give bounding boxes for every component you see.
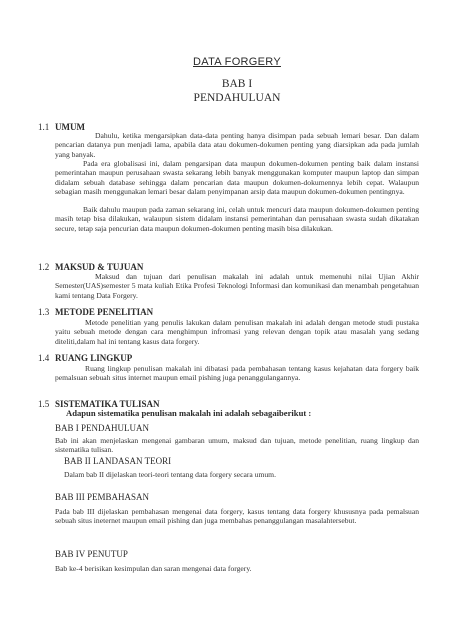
- bab-2-title: BAB II LANDASAN TEORI: [64, 456, 172, 466]
- paragraph: Ruang lingkup penulisan makalah ini dibatasi pada pembahasan tentang kasus kejahatan data forgery baik pemalsuan sebuah situs internet maupun email pishing juga penanggulangannya.: [55, 364, 419, 383]
- section-title: SISTEMATIKA TULISAN: [55, 399, 160, 409]
- chapter-number: BAB I: [221, 78, 253, 90]
- paragraph: Metode penelitian yang penulis lakukan dalam penulisan makalah ini adalah dengan metode studi pustaka yaitu sebuah metode dengan cara menghimpun infromasi yang relevan dengan topik atau masalah yang sedang diteliti,dalam hal ini tentang kasus data forgery.: [55, 318, 419, 346]
- section-number: 1.3: [38, 307, 50, 317]
- sistematika-intro: Adapun sistematika penulisan makalah ini adalah sebagaiberikut :: [66, 408, 312, 418]
- section-heading-1-3: [38, 307, 153, 317]
- bab-4-text: Bab ke-4 berisikan kesimpulan dan saran mengenai data forgery.: [55, 564, 252, 573]
- paragraph: Maksud dan tujuan dari penulisan makalah ini adalah untuk memenuhi nilai Ujian Akhir Semester(UAS)semester 5 mata kuliah Etika Profesi Teknologi Informasi dan komunikasi dan menambah pengetahuan kami tentang Data Forgery.: [55, 272, 419, 300]
- document-title: DATA FORGERY: [193, 56, 281, 68]
- section-title: UMUM: [55, 122, 85, 132]
- bab-1-title: BAB I PENDAHULUAN: [55, 423, 149, 433]
- paragraph: Baik dahulu maupun pada zaman sekarang ini, celah untuk mencuri data maupun dokumen-dokumen penting masih tetap bisa dilakukan, walaupun sistem didalam instansi pemerintahan dan perusahaan swasta sudah dikatakan secure, tetap saja pencurian data maupun dokumen-dokumen penting masih bisa dilakukan.: [55, 205, 419, 233]
- section-number: 1.5: [38, 399, 50, 409]
- section-number: 1.4: [38, 353, 50, 363]
- chapter-title: PENDAHULUAN: [193, 92, 281, 104]
- bab-3-title: BAB III PEMBAHASAN: [55, 492, 150, 502]
- section-heading-1-2: [38, 262, 143, 272]
- section-title: METODE PENELITIAN: [55, 307, 154, 317]
- bab-2-text: Dalam bab II dijelaskan teori-teori tentang data forgery secara umum.: [64, 470, 276, 479]
- section-heading-1-4: [38, 353, 132, 363]
- bab-3-text: Pada bab III dijelaskan pembahasan mengenai data forgery, kasus tentang data forgery khususnya pada pemalsuan sebuah situs ineternet maupun email pishing dan juga membahas penanggulangan masalahtersebut.: [55, 507, 419, 526]
- paragraph: Pada era globalisasi ini, dalam pengarsipan data maupun dokumen-dokumen penting baik dalam instansi pemerintahan maupun perusahaan swasta sekarang lebih banyak menggunakan komputer maupun laptop dan simpan didalam sebuah database sehingga dalam pencarian data maupun dokumen-dokumennya lebih cepat. Walaupun sebagian masih menggunakan lemari besar dalam penyimpanan arsip data maupun dokumen-dokumen pentingnya.: [55, 159, 419, 197]
- section-number: 1.1: [38, 122, 50, 132]
- paragraph: Dahulu, ketika mengarsipkan data-data penting hanya disimpan pada sebuah lemari besar. Dan dalam pencarian datanya pun menjadi lama, apabila data atau dokumen-dokumen penting yang diarsipkan ada pada jumlah yang banyak.: [55, 131, 419, 159]
- section-title: MAKSUD & TUJUAN: [55, 262, 144, 272]
- section-title: RUANG LINGKUP: [55, 353, 133, 363]
- bab-4-title: BAB IV PENUTUP: [55, 549, 128, 559]
- bab-1-text: Bab ini akan menjelaskan mengenai gambaran umum, maksud dan tujuan, metode penelitian, ruang lingkup dan sistematika tulisan.: [55, 436, 419, 455]
- section-number: 1.2: [38, 262, 50, 272]
